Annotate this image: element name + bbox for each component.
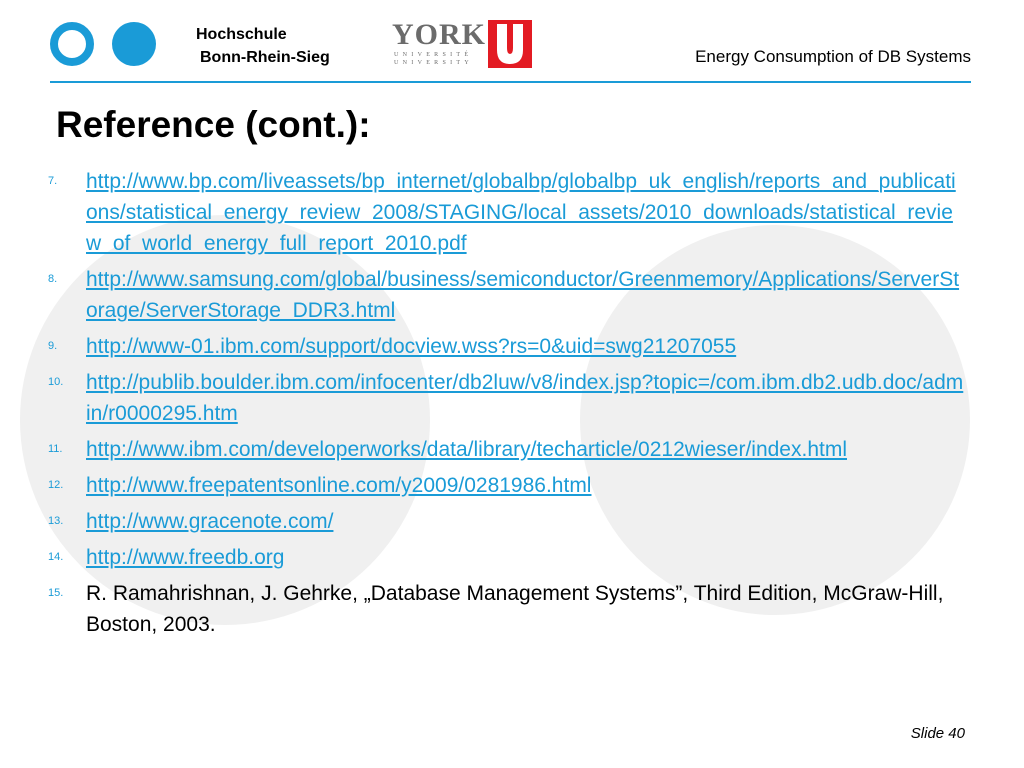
reference-number: 13. [48, 515, 64, 527]
reference-item [40, 367, 965, 429]
reference-number: 15. [48, 587, 64, 599]
york-u-icon [488, 20, 532, 68]
page-title: Reference (cont.): [56, 104, 371, 145]
logo-ring-open-icon [50, 22, 94, 66]
reference-link[interactable]: http://publib.boulder.ibm.com/infocenter/db2luw/v8/index.jsp?topic=/com.ibm.db2.udb.doc/admin/r0000295.htm [86, 371, 964, 425]
slide-number: Slide 40 [910, 725, 965, 742]
reference-link[interactable]: http://www.bp.com/liveassets/bp_internet/globalbp/globalbp_uk_english/reports_and_publications/statistical_energy_review_2008/STAGING/local_assets/2010_downloads/statistical_review_of_world_energy_full_report_2010.pdf [86, 170, 956, 255]
york-wordmark: YORK [392, 18, 486, 51]
reference-list [40, 166, 965, 645]
reference-item [40, 506, 965, 537]
reference-link[interactable]: http://www.freedb.org [86, 546, 285, 569]
reference-item [40, 331, 965, 362]
reference-link[interactable]: http://www.freepatentsonline.com/y2009/0281986.html [86, 474, 592, 497]
reference-number: 9. [48, 340, 58, 352]
institution-line2: Bonn-Rhein-Sieg [200, 49, 330, 66]
reference-link[interactable]: http://www.ibm.com/developerworks/data/library/techarticle/0212wieser/index.html [86, 438, 847, 461]
reference-link[interactable]: http://www.gracenote.com/ [86, 510, 334, 533]
reference-item [40, 264, 965, 326]
reference-number: 12. [48, 479, 64, 491]
reference-citation: R. Ramahrishnan, J. Gehrke, „Database Management Systems”, Third Edition, McGraw-Hill, Boston, 2003. [86, 582, 944, 636]
reference-link[interactable]: http://www-01.ibm.com/support/docview.wss?rs=0&uid=swg21207055 [86, 335, 737, 358]
york-university-logo [390, 20, 540, 70]
reference-item [40, 542, 965, 573]
header-divider [50, 81, 971, 83]
reference-number: 10. [48, 376, 64, 388]
institution-line1: Hochschule [196, 26, 287, 43]
reference-number: 14. [48, 551, 64, 563]
logo-ring-filled-icon [112, 22, 156, 66]
reference-item [40, 470, 965, 501]
institution-name [196, 23, 330, 69]
reference-number: 11. [48, 443, 63, 455]
reference-item [40, 166, 965, 259]
york-sub-en: UNIVERSITY [394, 60, 473, 66]
york-sub-fr: UNIVERSITÉ [394, 52, 473, 58]
reference-item [40, 578, 965, 640]
reference-item [40, 434, 965, 465]
reference-number: 7. [48, 175, 58, 187]
reference-number: 8. [48, 273, 58, 285]
presentation-title: Energy Consumption of DB Systems [695, 47, 971, 66]
reference-link[interactable]: http://www.samsung.com/global/business/semiconductor/Greenmemory/Applications/ServerStorage/ServerStorage_DDR3.html [86, 268, 960, 322]
